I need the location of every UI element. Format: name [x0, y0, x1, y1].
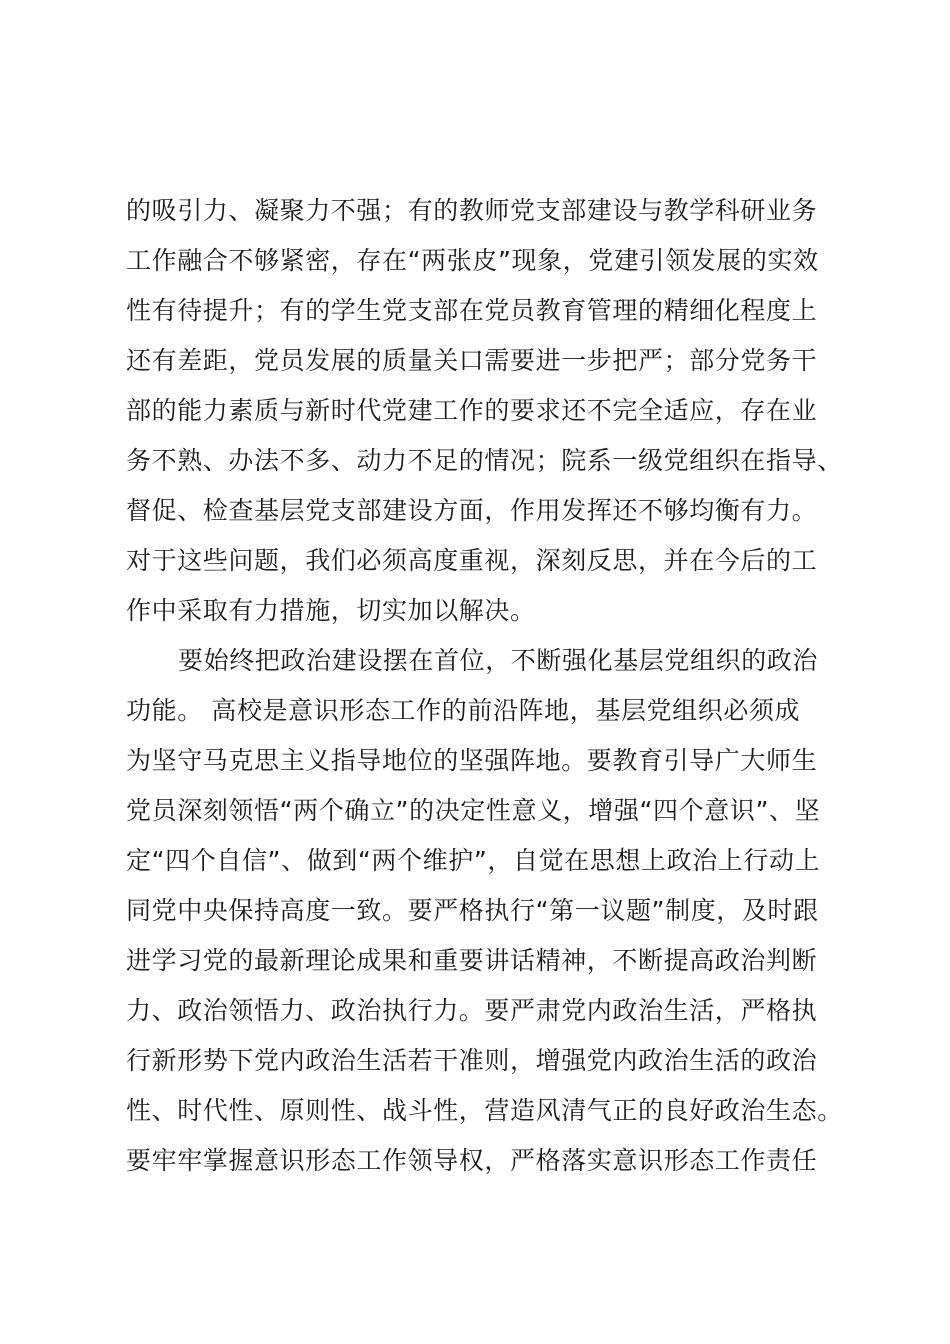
text-line: 要牢牢掌握意识形态工作领导权，严格落实意识形态工作责任 — [126, 1146, 818, 1175]
text-line: 同党中央保持高度一致。要严格执行“第一议题”制度，及时跟 — [126, 896, 819, 925]
text-line: 对于这些问题，我们必须高度重视，深刻反思，并在今后的工 — [126, 546, 818, 575]
text-line: 进学习党的最新理论成果和重要讲话精神，不断提高政治判断 — [126, 946, 818, 975]
text-line: 作中采取有力措施，切实加以解决。 — [126, 596, 536, 625]
text-line: 党员深刻领悟“两个确立”的决定性意义，增强“四个意识”、坚 — [126, 796, 821, 825]
text-line: 部的能力素质与新时代党建工作的要求还不完全适应，存在业 — [126, 396, 818, 425]
text-line: 性有待提升；有的学生党支部在党员教育管理的精细化程度上 — [126, 296, 818, 325]
text-line: 定“四个自信”、做到“两个维护”，自觉在思想上政治上行动上 — [126, 846, 821, 875]
text-line: 还有差距，党员发展的质量关口需要进一步把严；部分党务干 — [126, 346, 818, 375]
text-line: 性、时代性、原则性、战斗性，营造风清气正的良好政治生态。 — [126, 1096, 843, 1125]
text-line: 的吸引力、凝聚力不强；有的教师党支部建设与教学科研业务 — [126, 196, 818, 225]
text-line: 功能。 高校是意识形态工作的前沿阵地，基层党组织必须成 — [126, 696, 801, 725]
paragraph-first-line: 要始终把政治建设摆在首位，不断强化基层党组织的政治 — [178, 646, 819, 675]
text-line: 力、政治领悟力、政治执行力。要严肃党内政治生活，严格执 — [126, 996, 818, 1025]
text-line: 督促、检查基层党支部建设方面，作用发挥还不够均衡有力。 — [126, 496, 818, 525]
text-line: 务不熟、办法不多、动力不足的情况；院系一级党组织在指导、 — [126, 446, 843, 475]
text-line: 工作融合不够紧密，存在“两张皮”现象，党建引领发展的实效 — [126, 246, 819, 275]
text-line: 为坚守马克思主义指导地位的坚强阵地。要教育引导广大师生 — [126, 746, 818, 775]
text-line: 行新形势下党内政治生活若干准则，增强党内政治生活的政治 — [126, 1046, 818, 1075]
